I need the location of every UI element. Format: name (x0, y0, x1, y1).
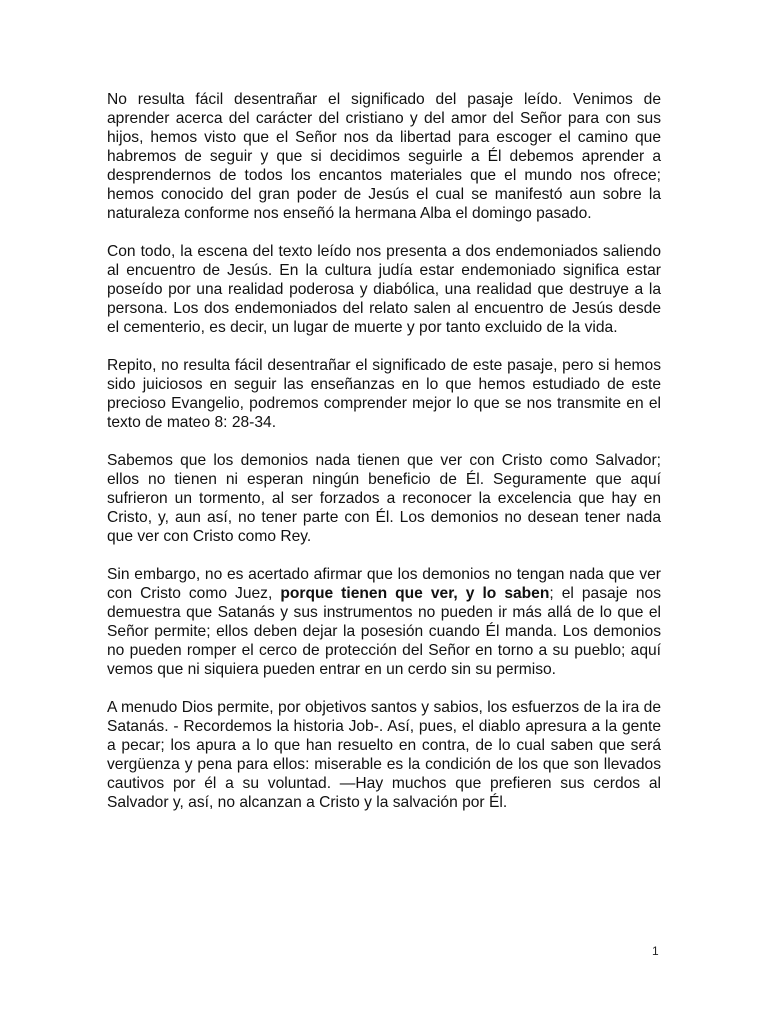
paragraph-2: Con todo, la escena del texto leído nos presenta a dos endemoniados saliendo al encuentro de Jesús. En la cultura judía estar endemoniado significa estar poseído por una realidad poderosa y diabólica, una realidad que destruye a la persona. Los dos endemoniados del relato salen al encuentro de Jesús desde el cementerio, es decir, un lugar de muerte y por tanto excluido de la vida. (107, 243, 661, 336)
paragraph-6: A menudo Dios permite, por objetivos santos y sabios, los esfuerzos de la ira de Satanás. - Recordemos la historia Job-. Así, pues, el diablo apresura a la gente a pecar; los apura a lo que han resuelto en contra, de lo cual saben que será vergüenza y pena para ellos: miserable es la condición de los que son llevados cautivos por él a su voluntad. —Hay muchos que prefieren sus cerdos al Salvador y, así, no alcanzan a Cristo y la salvación por Él. (107, 699, 661, 811)
paragraph-3: Repito, no resulta fácil desentrañar el significado de este pasaje, pero si hemos sido juiciosos en seguir las enseñanzas en lo que hemos estudiado de este precioso Evangelio, podremos comprender mejor lo que se nos transmite en el texto de mateo 8: 28-34. (107, 357, 661, 431)
paragraph-5-text-after: ; el pasaje nos demuestra que Satanás y sus instrumentos no pueden ir más allá de lo que el Señor permite; ellos deben dejar la posesión cuando Él manda. Los demonios no pueden romper el cerco de protección del Señor en torno a su pueblo; aquí vemos que ni siquiera pueden entrar en un cerdo sin su permiso. (107, 585, 661, 678)
paragraph-4: Sabemos que los demonios nada tienen que ver con Cristo como Salvador; ellos no tienen ni esperan ningún beneficio de Él. Seguramente que aquí sufrieron un tormento, al ser forzados a reconocer la excelencia que hay en Cristo, y, aun así, no tener parte con Él. Los demonios no desean tener nada que ver con Cristo como Rey. (107, 452, 661, 545)
paragraph-5-bold-phrase: porque tienen que ver, y lo saben (280, 585, 550, 602)
paragraph-5 (107, 565, 661, 679)
document-body (107, 90, 661, 831)
page-number: 1 (652, 944, 659, 958)
paragraph-1: No resulta fácil desentrañar el significado del pasaje leído. Venimos de aprender acerca del carácter del cristiano y del amor del Señor para con sus hijos, hemos visto que el Señor nos da libertad para escoger el camino que habremos de seguir y que si decidimos seguirle a Él debemos aprender a desprendernos de todos los encantos materiales que el mundo nos ofrece; hemos conocido del gran poder de Jesús el cual se manifestó aun sobre la naturaleza conforme nos enseñó la hermana Alba el domingo pasado. (107, 91, 661, 222)
paragraph-5-text-before: Sin embargo, no es acertado afirmar que los demonios no tengan nada que ver con Cristo como Juez, (107, 566, 661, 602)
